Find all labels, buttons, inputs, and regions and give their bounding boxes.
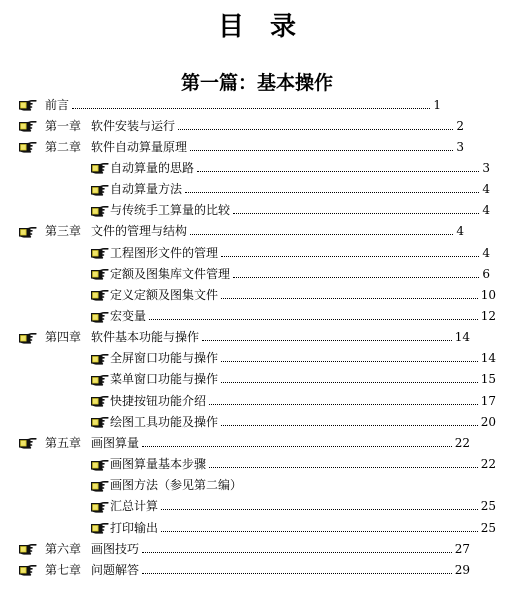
toc-entry-title: 全屏窗口功能与操作 <box>110 351 219 366</box>
toc-dot-leader <box>221 298 478 299</box>
toc-entry-page-number: 2 <box>456 118 464 133</box>
toc-entry <box>18 560 470 581</box>
toc-entry-title: 软件自动算量原理 <box>91 139 188 154</box>
toc-entry <box>90 348 496 369</box>
toc-entry <box>90 454 496 475</box>
pointing-hand-icon <box>18 542 37 556</box>
toc-entry <box>90 518 496 539</box>
toc-entry-page-number: 22 <box>480 457 496 472</box>
pointing-hand-icon <box>90 267 109 281</box>
toc-dot-leader <box>161 509 478 510</box>
pointing-hand-icon <box>18 225 37 239</box>
pointing-hand-icon <box>90 479 109 493</box>
pointing-hand-icon <box>18 98 37 112</box>
toc-entry-title: 自动算量的思路 <box>110 160 195 175</box>
toc-entry <box>90 179 490 200</box>
toc-entry-chapter-number: 第二章 <box>45 139 82 154</box>
toc-entry-page-number: 14 <box>480 351 496 366</box>
toc-entry-title: 汇总计算 <box>110 499 159 514</box>
toc-entry-chapter-number: 第四章 <box>45 330 82 345</box>
toc-entry-page-number: 12 <box>480 309 496 323</box>
toc-entry <box>90 475 242 496</box>
toc-entry-chapter-number: 第一章 <box>45 118 82 133</box>
toc-dot-leader <box>233 277 479 278</box>
toc-dot-leader <box>197 171 479 172</box>
toc-entry-title: 画图算量基本步骤 <box>110 457 207 472</box>
toc-entry-chapter-number: 第三章 <box>45 224 82 239</box>
toc-dot-leader <box>190 150 453 151</box>
pointing-hand-icon <box>18 563 37 577</box>
toc-entry-title: 文件的管理与结构 <box>91 224 188 239</box>
toc-entry-chapter-number: 第六章 <box>45 541 82 556</box>
toc-dot-leader <box>185 192 479 193</box>
toc-entry <box>90 264 490 285</box>
toc-entry <box>90 158 490 179</box>
toc-dot-leader <box>190 234 453 235</box>
toc-entry-page-number: 4 <box>456 224 464 239</box>
pointing-hand-icon <box>90 352 109 366</box>
pointing-hand-icon <box>90 288 109 302</box>
pointing-hand-icon <box>90 246 109 260</box>
toc-entry-page-number: 22 <box>454 435 470 450</box>
toc-entry <box>90 369 496 390</box>
toc-entry-title: 自动算量方法 <box>110 182 183 197</box>
toc-entry-page-number: 29 <box>454 562 470 577</box>
pointing-hand-icon <box>90 394 109 408</box>
pointing-hand-icon <box>90 521 109 535</box>
toc-dot-leader <box>149 319 478 320</box>
toc-entry-page-number: 14 <box>454 330 470 345</box>
toc-dot-leader <box>221 256 479 257</box>
toc-entry-title: 画图方法（参见第二编） <box>110 478 243 493</box>
pointing-hand-icon <box>90 415 109 429</box>
toc-entry-title: 画图技巧 <box>91 541 140 556</box>
pointing-hand-icon <box>90 310 109 324</box>
toc-entry-page-number: 4 <box>482 245 490 260</box>
toc-entry-chapter-number: 第五章 <box>45 435 82 450</box>
toc-entry-page-number: 3 <box>482 160 490 175</box>
toc-dot-leader <box>142 446 452 447</box>
toc-entry-title: 工程图形文件的管理 <box>110 245 219 260</box>
toc-entry-title: 问题解答 <box>91 562 140 577</box>
toc-entry-title: 宏变量 <box>110 309 147 323</box>
pointing-hand-icon <box>18 436 37 450</box>
toc-entry-page-number: 10 <box>480 287 496 302</box>
toc-entry <box>90 306 496 327</box>
toc-entry <box>90 391 496 412</box>
part-title: 第一篇：基本操作 <box>180 72 333 94</box>
toc-entry-chapter-number: 第七章 <box>45 562 82 577</box>
toc-entry-page-number: 6 <box>482 266 490 281</box>
pointing-hand-icon <box>90 458 109 472</box>
page-title <box>0 6 514 43</box>
toc-dot-leader <box>221 382 478 383</box>
toc-entry <box>18 95 441 116</box>
pointing-hand-icon <box>90 204 109 218</box>
toc-entry-title: 软件安装与运行 <box>91 118 176 133</box>
page-title-char-2: 录 <box>270 12 297 42</box>
pointing-hand-icon <box>90 373 109 387</box>
toc-entry <box>90 496 496 517</box>
toc-entry-page-number: 4 <box>482 203 490 218</box>
toc-entry <box>90 285 496 306</box>
toc-entry-title: 绘图工具功能及操作 <box>110 414 219 429</box>
toc-entry-page-number: 1 <box>433 97 441 112</box>
toc-dot-leader <box>72 108 430 109</box>
toc-dot-leader <box>221 361 478 362</box>
toc-entry-title: 定义定额及图集文件 <box>110 287 219 302</box>
toc-dot-leader <box>202 340 452 341</box>
toc-dot-leader <box>209 404 478 405</box>
toc-entry-page-number: 17 <box>480 393 496 408</box>
toc-entry <box>18 327 470 348</box>
toc-dot-leader <box>178 129 453 130</box>
pointing-hand-icon <box>90 183 109 197</box>
toc-entry-page-number: 15 <box>480 372 496 387</box>
toc-entry-title: 定额及图集库文件管理 <box>110 266 231 281</box>
toc-dot-leader <box>221 425 478 426</box>
toc-entry <box>90 200 490 221</box>
pointing-hand-icon <box>90 161 109 175</box>
toc-entry <box>90 243 490 264</box>
toc-entry-title: 软件基本功能与操作 <box>91 330 200 345</box>
toc-dot-leader <box>142 573 452 574</box>
toc-entry-title: 快捷按钮功能介绍 <box>110 393 207 408</box>
toc-entry-page-number: 20 <box>480 414 496 429</box>
toc-entry <box>18 539 470 560</box>
toc-entry-title: 打印输出 <box>110 520 159 535</box>
toc-dot-leader <box>233 213 479 214</box>
toc-dot-leader <box>209 467 478 468</box>
pointing-hand-icon <box>18 140 37 154</box>
toc-dot-leader <box>142 552 452 553</box>
toc-entry <box>18 137 464 158</box>
toc-dot-leader <box>161 531 478 532</box>
toc-entry-title: 前言 <box>45 97 70 112</box>
toc-entry <box>18 433 470 454</box>
toc-entry-page-number: 25 <box>480 499 496 514</box>
toc-entry <box>90 412 496 433</box>
pointing-hand-icon <box>18 331 37 345</box>
page-title-char-1: 目 <box>217 12 244 42</box>
toc-entry-page-number: 3 <box>456 139 464 154</box>
pointing-hand-icon <box>18 119 37 133</box>
toc-entry-page-number: 27 <box>454 541 470 556</box>
toc-entry <box>18 116 464 137</box>
toc-entry-title: 画图算量 <box>91 435 140 450</box>
toc-entry-title: 与传统手工算量的比较 <box>110 203 231 218</box>
toc-entry <box>18 221 464 242</box>
toc-entry-title: 菜单窗口功能与操作 <box>110 372 219 387</box>
toc-entry-page-number: 4 <box>482 182 490 197</box>
pointing-hand-icon <box>90 500 109 514</box>
toc-entry-page-number: 25 <box>480 520 496 535</box>
